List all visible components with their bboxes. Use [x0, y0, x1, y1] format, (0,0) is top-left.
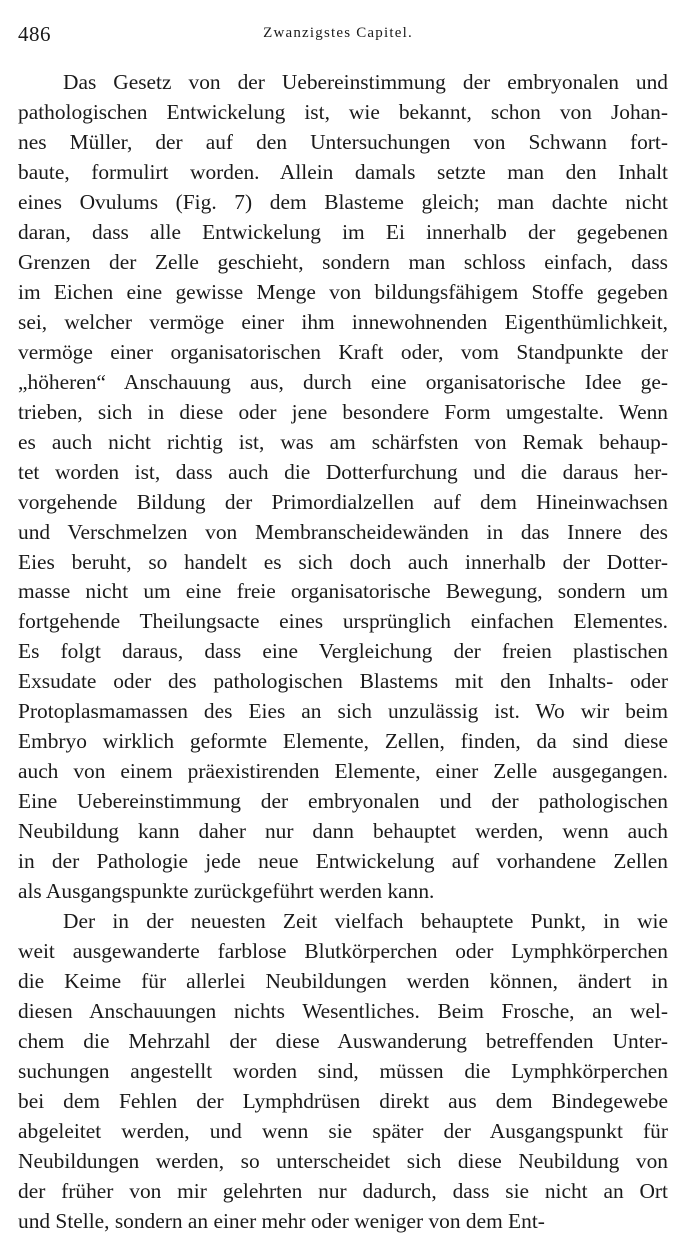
text-line: in der Pathologie jede neue Entwickelung auf vorhandene Zellen [18, 849, 668, 874]
text-line: trieben, sich in diese oder jene besondere Form umgestalte. Wenn [18, 399, 668, 424]
text-line: „höheren“ Anschauung aus, durch eine organisatorische Idee ge- [18, 369, 668, 394]
text-line: eines Ovulums (Fig. 7) dem Blasteme gleich; man dachte nicht [18, 189, 668, 214]
text-line: der früher von mir gelehrten nur dadurch, dass sie nicht an Ort [18, 1178, 668, 1203]
text-line: Embryo wirklich geformte Elemente, Zellen, finden, da sind diese [18, 729, 668, 754]
text-line: vorgehende Bildung der Primordialzellen auf dem Hineinwachsen [18, 489, 668, 514]
body-text [18, 68, 668, 1237]
text-line: Eies beruht, so handelt es sich doch auch innerhalb der Dotter- [18, 549, 668, 574]
text-line: tet worden ist, dass auch die Dotterfurchung und die daraus her- [18, 459, 668, 484]
text-line: chem die Mehrzahl der diese Auswanderung betreffenden Unter- [18, 1029, 668, 1053]
page-number: 486 [18, 22, 51, 46]
paragraph [18, 907, 668, 1237]
text-line: Grenzen der Zelle geschieht, sondern man schloss einfach, dass [18, 249, 668, 274]
text-line: Protoplasmamassen des Eies an sich unzulässig ist. Wo wir beim [18, 699, 668, 724]
text-line: suchungen angestellt worden sind, müssen die Lymphkörperchen [18, 1058, 668, 1083]
text-line: es auch nicht richtig ist, was am schärfsten von Remak behaup- [18, 429, 668, 454]
text-line: Das Gesetz von der Uebereinstimmung der embryonalen und [63, 70, 668, 94]
text-line: nes Müller, der auf den Untersuchungen von Schwann fort- [18, 129, 668, 154]
text-line: sei, welcher vermöge einer ihm innewohnenden Eigenthümlichkeit, [18, 309, 668, 334]
text-line: abgeleitet werden, und wenn sie später der Ausgangspunkt für [18, 1118, 668, 1143]
text-line: Eine Uebereinstimmung der embryonalen und der pathologischen [18, 789, 668, 814]
text-line: vermöge einer organisatorischen Kraft oder, vom Standpunkte der [18, 339, 668, 364]
text-line: Es folgt daraus, dass eine Vergleichung der freien plastischen [18, 639, 668, 664]
text-line: auch von einem präexistirenden Elemente, einer Zelle ausgegangen. [18, 759, 668, 784]
text-line: als Ausgangspunkte zurückgeführt werden kann. [18, 879, 435, 904]
text-line: diesen Anschauungen nichts Wesentliches. Beim Frosche, an wel- [18, 999, 668, 1024]
text-line: und Stelle, sondern an einer mehr oder weniger von dem Ent- [18, 1208, 545, 1233]
text-line: fortgehende Theilungsacte eines ursprünglich einfachen Elementes. [18, 609, 668, 634]
text-line: die Keime für allerlei Neubildungen werden können, ändert in [18, 969, 668, 994]
text-line: Neubildungen werden, so unterscheidet sich diese Neubildung von [18, 1148, 668, 1173]
text-line: Der in der neuesten Zeit vielfach behauptete Punkt, in wie [63, 909, 668, 934]
text-line: bei dem Fehlen der Lymphdrüsen direkt aus dem Bindegewebe [18, 1088, 668, 1113]
text-line: Exsudate oder des pathologischen Blastems mit den Inhalts- oder [18, 669, 668, 694]
text-line: masse nicht um eine freie organisatorische Bewegung, sondern um [18, 579, 668, 604]
text-line: daran, dass alle Entwickelung im Ei innerhalb der gegebenen [18, 219, 668, 244]
running-head: Zwanzigstes Capitel. [263, 25, 413, 41]
text-line: pathologischen Entwickelung ist, wie bekannt, schon von Johan- [18, 99, 668, 124]
paragraph [18, 68, 668, 907]
text-line: und Verschmelzen von Membranscheidewänden in das Innere des [18, 519, 668, 544]
text-line: baute, formulirt worden. Allein damals setzte man den Inhalt [18, 159, 668, 184]
text-line: im Eichen eine gewisse Menge von bildungsfähigem Stoffe gegeben [18, 279, 668, 304]
page-header [18, 22, 658, 52]
text-line: weit ausgewanderte farblose Blutkörperchen oder Lymphkörperchen [18, 939, 668, 964]
text-line: Neubildung kann daher nur dann behauptet werden, wenn auch [18, 819, 668, 844]
